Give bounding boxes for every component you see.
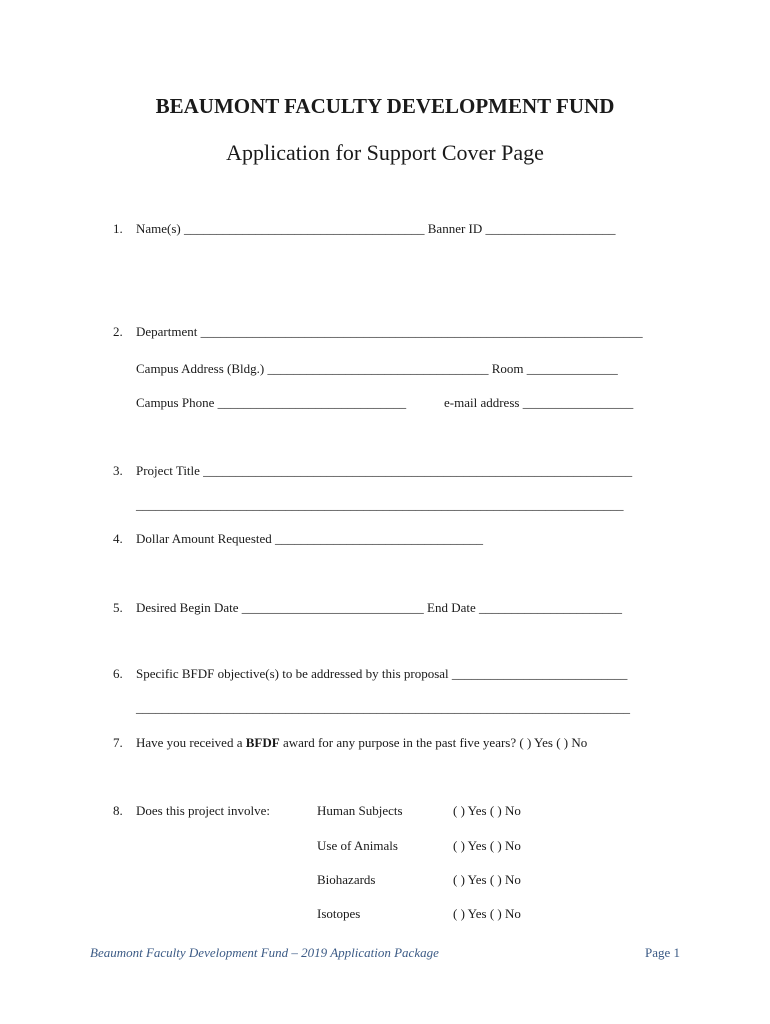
item-5-number: 5. [113,600,123,615]
item-7-number: 7. [113,735,123,750]
human-subjects-label: Human Subjects [317,803,403,818]
biohazards-options[interactable]: ( ) Yes ( ) No [453,872,521,887]
bfdf-objectives-continuation-field[interactable]: ____________________________________________________________________________ [136,700,630,715]
begin-end-date-field[interactable]: Desired Begin Date ____________________________ End Date ______________________ [136,600,623,615]
item-8-number: 8. [113,803,123,818]
campus-phone-field[interactable]: Campus Phone _____________________________ [136,395,407,410]
item-4-number: 4. [113,531,123,546]
bfdf-objectives-field[interactable]: Specific BFDF objective(s) to be addressed by this proposal ___________________________ [136,666,628,681]
use-of-animals-label: Use of Animals [317,838,398,853]
item-3-number: 3. [113,463,123,478]
item-1-number: 1. [113,221,123,236]
isotopes-label: Isotopes [317,906,361,921]
campus-address-room-field[interactable]: Campus Address (Bldg.) __________________________________ Room ______________ [136,361,618,376]
biohazards-label: Biohazards [317,872,376,887]
isotopes-options[interactable]: ( ) Yes ( ) No [453,906,521,921]
project-title-continuation-field[interactable]: ___________________________________________________________________________ [136,497,624,512]
department-field[interactable]: Department ____________________________________________________________________ [136,324,643,339]
human-subjects-options[interactable]: ( ) Yes ( ) No [453,803,521,818]
prior-award-question-post: award for any purpose in the past five years? ( ) Yes ( ) No [279,735,588,750]
use-of-animals-options[interactable]: ( ) Yes ( ) No [453,838,521,853]
name-banner-id-field[interactable]: Name(s) _____________________________________ Banner ID ____________________ [136,221,616,236]
footer-page-number: Page 1 [644,945,680,960]
bfdf-abbreviation: BFDF [245,735,280,750]
item-6-number: 6. [113,666,123,681]
footer-document-name: Beaumont Faculty Development Fund – 2019 Application Package [90,945,439,960]
prior-award-question-pre: Have you received a [136,735,246,750]
dollar-amount-field[interactable]: Dollar Amount Requested ________________________________ [136,531,484,546]
email-address-field[interactable]: e-mail address _________________ [444,395,634,410]
project-title-field[interactable]: Project Title __________________________________________________________________ [136,463,633,478]
project-involvement-question: Does this project involve: [136,803,270,818]
prior-award-question[interactable] [136,735,587,751]
document-title: BEAUMONT FACULTY DEVELOPMENT FUND [155,94,615,118]
item-2-number: 2. [113,324,123,339]
document-subtitle: Application for Support Cover Page [226,140,544,165]
